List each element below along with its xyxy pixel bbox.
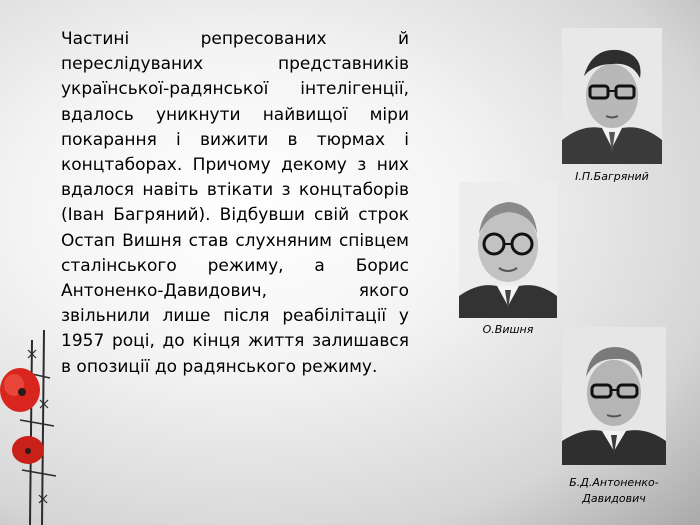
caption-antonenko-davydovych: Б.Д.Антоненко-Давидович — [569, 476, 659, 505]
portrait-antonenko-davydovych-image — [562, 327, 666, 465]
caption-vyshnia: О.Вишня — [482, 323, 534, 336]
main-paragraph: Частині репресованих й переслідуваних представників української-радянської інтелігенції, вдалось уникнути найвищої міри покарання і вижити в тюрмах і концтаборах. Причому декому з них вдалося навіть втікати з концтаборів (Іван Багряний). Відбувши свій строк Остап Вишня став слухняним співцем сталінського режиму, а Борис Антоненко-Давидович, якого звільнили лише після реабілітації у 1957 році, до кінця життя залишався в опозиції до радянського режиму. — [61, 29, 409, 377]
portrait-antonenko-davydovych — [562, 327, 666, 465]
portrait-vyshnia — [459, 182, 557, 318]
caption-bahrianyi: І.П.Багряний — [575, 170, 649, 183]
portrait-vyshnia-image — [459, 182, 557, 318]
poppy-barbed-wire-decoration — [0, 330, 60, 525]
portrait-bahrianyi — [562, 28, 662, 164]
portrait-bahrianyi-image — [562, 28, 662, 164]
